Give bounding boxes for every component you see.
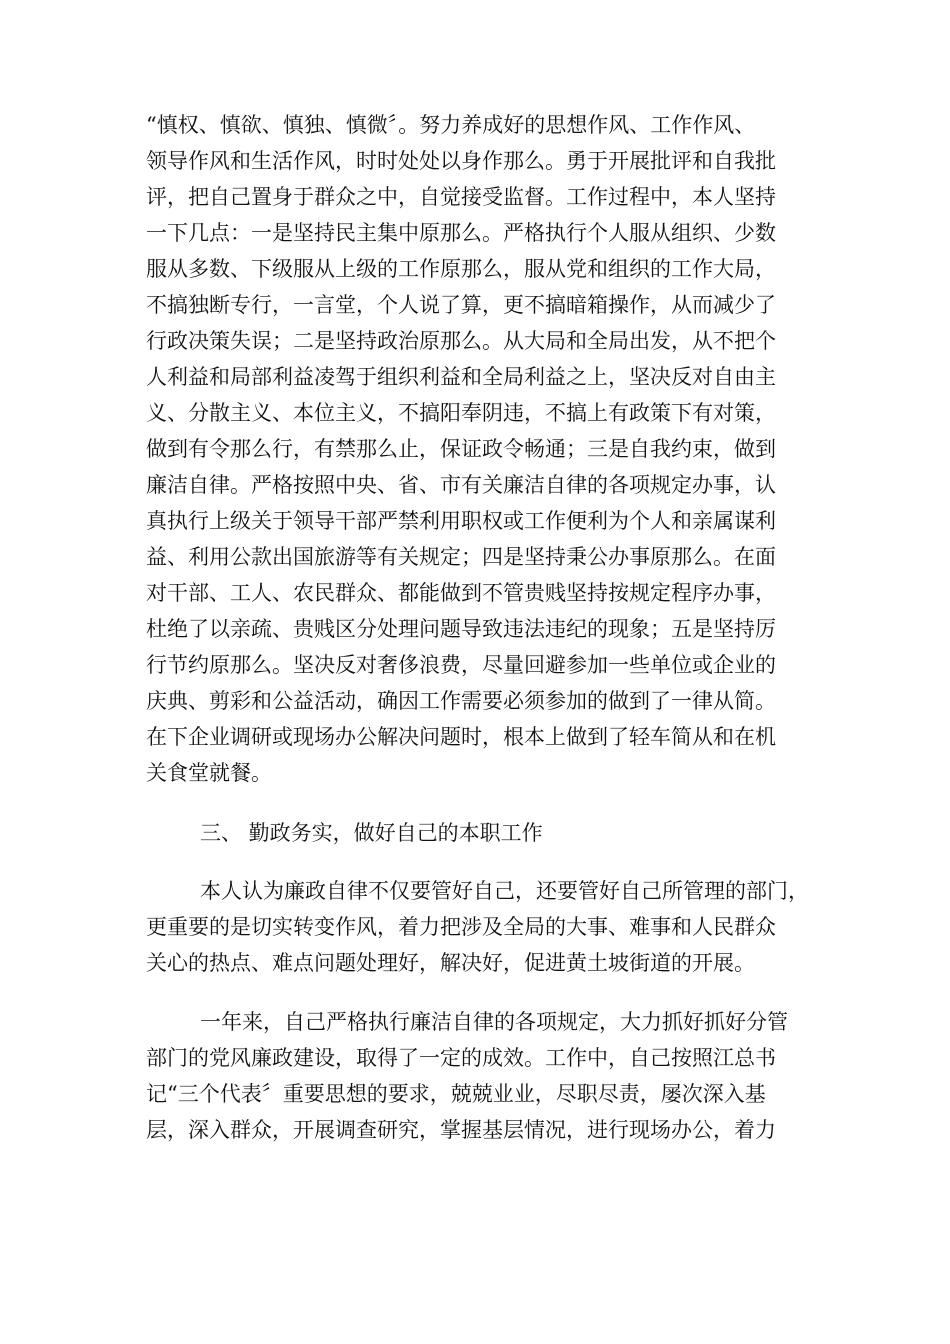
paragraph-1-line-6: 不搞独断专行，一言堂，个人说了算，更不搞暗箱操作，从而减少了 xyxy=(146,293,776,317)
paragraph-3-line-2: 部门的党风廉政建设，取得了一定的成效。工作中，自己按照江总书 xyxy=(146,1046,776,1070)
paragraph-1-line-7: 行政决策失误；二是坚持政治原那么。从大局和全局出发，从不把个 xyxy=(146,329,776,353)
paragraph-3-line-3: 记“三个代表〞重要思想的要求，兢兢业业，尽职尽责，屡次深入基 xyxy=(146,1082,766,1106)
paragraph-2-line-1: 本人认为廉政自律不仅要管好自己，还要管好自己所管理的部门， xyxy=(200,879,809,903)
section-heading-3: 三、 勤政务实，做好自己的本职工作 xyxy=(200,821,543,845)
paragraph-1-line-13: 益、利用公款出国旅游等有关规定；四是坚持秉公办事原那么。在面 xyxy=(146,545,776,569)
paragraph-1-line-17: 庆典、剪彩和公益活动，确因工作需要必须参加的做到了一律从简。 xyxy=(146,689,776,713)
paragraph-1-line-11: 廉洁自律。严格按照中央、省、市有关廉洁自律的各项规定办事，认 xyxy=(146,473,776,497)
paragraph-1-line-3: 评，把自己置身于群众之中，自觉接受监督。工作过程中，本人坚持 xyxy=(146,185,776,209)
paragraph-1-line-4: 一下几点：一是坚持民主集中原那么。严格执行个人服从组织、少数 xyxy=(146,221,776,245)
paragraph-1-line-16: 行节约原那么。坚决反对奢侈浪费，尽量回避参加一些单位或企业的 xyxy=(146,653,776,677)
paragraph-1-line-8: 人利益和局部利益凌驾于组织利益和全局利益之上，坚决反对自由主 xyxy=(146,365,776,389)
paragraph-1-line-9: 义、分散主义、本位主义，不搞阳奉阴违，不搞上有政策下有对策， xyxy=(146,401,776,425)
paragraph-1-line-15: 杜绝了以亲疏、贵贱区分处理问题导致违法违纪的现象；五是坚持厉 xyxy=(146,617,776,641)
paragraph-3-line-4: 层，深入群众，开展调查研究，掌握基层情况，进行现场办公，着力 xyxy=(146,1118,776,1142)
paragraph-1-line-14: 对干部、工人、农民群众、都能做到不管贵贱坚持按规定程序办事， xyxy=(146,581,776,605)
paragraph-1-line-10: 做到有令那么行，有禁那么止，保证政令畅通；三是自我约束，做到 xyxy=(146,437,776,461)
paragraph-2-line-3: 关心的热点、难点问题处理好，解决好，促进黄土坡街道的开展。 xyxy=(146,951,755,975)
paragraph-3-line-1: 一年来，自己严格执行廉洁自律的各项规定，大力抓好抓好分管 xyxy=(200,1010,788,1034)
paragraph-1-line-12: 真执行上级关于领导干部严禁利用职权或工作便利为个人和亲属谋利 xyxy=(146,509,776,533)
paragraph-1-line-2: 领导作风和生活作风，时时处处以身作那么。勇于开展批评和自我批 xyxy=(146,149,776,173)
paragraph-2-line-2: 更重要的是切实转变作风，着力把涉及全局的大事、难事和人民群众 xyxy=(146,915,776,939)
paragraph-1-line-19: 关食堂就餐。 xyxy=(146,761,272,785)
paragraph-1-line-18: 在下企业调研或现场办公解决问题时，根本上做到了轻车简从和在机 xyxy=(146,725,776,749)
paragraph-1-line-5: 服从多数、下级服从上级的工作原那么，服从党和组织的工作大局， xyxy=(146,257,776,281)
paragraph-1-line-1: “慎权、慎欲、慎独、慎微〞。努力养成好的思想作风、工作作风、 xyxy=(146,113,756,137)
